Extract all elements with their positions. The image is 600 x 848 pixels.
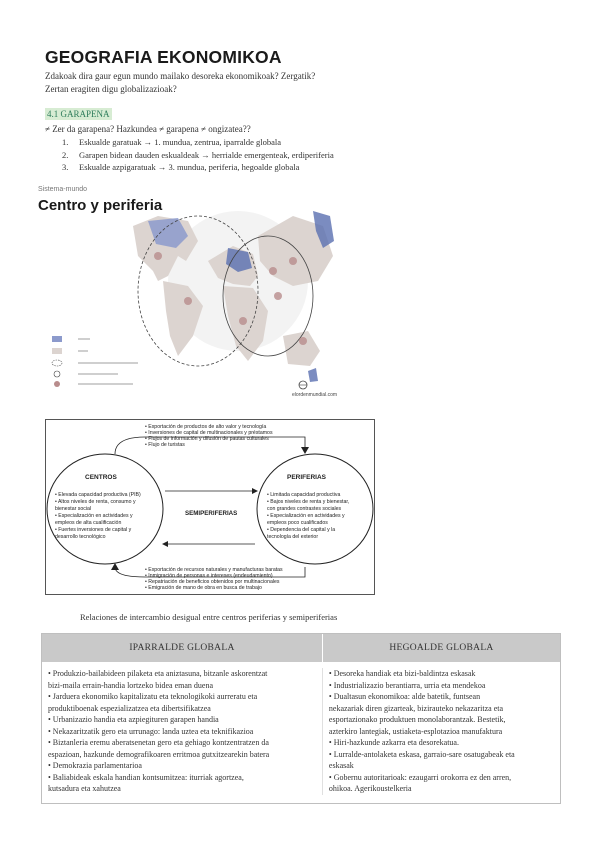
periferias-item: tecnología del exterior	[267, 534, 319, 540]
table-line: • Lurralde-antolaketa eskasa, garraio-sare osatugabeak eta	[328, 749, 515, 759]
centros-item: bienestar social	[55, 506, 92, 512]
periferias-title: PERIFERIAS	[287, 474, 327, 481]
table-line: azterkiro lantegiak, ustiaketa-esplotazioa manufaktura	[328, 726, 503, 736]
table-line: nekazariak diren gizarteak, bizirauteko nekazaritza eta	[328, 703, 504, 713]
table-line: ohikoa. Agerikoustelkeria	[328, 784, 412, 793]
table-line: eskasak	[328, 761, 354, 770]
header-hegoalde: HEGOALDE GLOBALA	[322, 634, 560, 662]
diagram-caption: Relaciones de intercambio desigual entre centros periferias y semiperiferias	[80, 612, 338, 622]
table-line: • Demokrazia parlamentarioa	[48, 761, 142, 770]
centros-item: • Elevada capacidad productiva (PIB)	[55, 492, 141, 498]
centros-item: • Fuertes inversiones de capital y	[55, 527, 132, 533]
column-hegoalde	[322, 668, 560, 795]
diagram-bottom-item: • Inmigración de personas e intereses (endeudamiento)	[145, 573, 273, 579]
table-line: • Nekazaritzatik gero eta urrunago: landa uztea eta teknifikazioa	[48, 726, 254, 736]
centros-item: • Especialización en actividades y	[55, 513, 133, 519]
table-line: • Baliabideak eskala handian kontsumitzea: iturriak agortzea,	[48, 772, 244, 782]
table-line: • Desoreka handiak eta bizi-baldintza eskasak	[328, 669, 476, 678]
periferias-item: • Bajos niveles de renta y bienestar,	[267, 499, 350, 505]
periferias-item: • Limitada capacidad productiva	[267, 492, 341, 498]
periferias-item: • Especialización en actividades y	[267, 513, 345, 519]
semi-title: SEMIPERIFERIAS	[185, 510, 238, 517]
section-heading: 4.1 GARAPENA	[47, 109, 110, 119]
section-question: ≠ Zer da garapena? Hazkundea ≠ garapena ≠ ongizatea??	[45, 124, 251, 134]
centros-item: empleos de alta cualificación	[55, 520, 122, 526]
diagram-top-item: • Inversiones de capital de multinacionales y préstamos	[145, 430, 273, 436]
diagram-top-item: • Flujo de turistas	[145, 442, 185, 448]
table-line: • Hiri-hazkunde azkarra eta desorekatua.	[328, 738, 459, 747]
centros-title: CENTROS	[85, 474, 117, 481]
diagram-bottom-item: • Repatriación de beneficios obtenidos por multinacionales	[145, 579, 280, 585]
map-credit: elordenmundial.com	[292, 392, 338, 398]
table-line: • Jarduera ekonomiko kapitalizatu eta teknologikoki aurreratu eta	[48, 692, 258, 701]
development-list	[62, 136, 334, 174]
map-subtitle: Sistema-mundo	[38, 186, 88, 193]
table-line: • Dualtasun ekonomikoa: alde batetik, funtsean	[328, 692, 481, 701]
column-iparralde	[42, 668, 322, 795]
table-line: • Gobernu autoritarioak: ezaugarri orokorra ez den arren,	[328, 772, 512, 782]
table-body	[42, 662, 560, 803]
diagram-bottom-item: • Emigración de mano de obra en busca de trabajo	[145, 585, 262, 591]
intro-line: Zertan eragiten digu globalizazioak?	[45, 83, 177, 94]
table-line: • Biztanleria eremu aberatsenetan gero eta gehiago kontzentratzen da	[48, 738, 269, 747]
table-line: produktiboenak espezializatzea eta dibertsifikatzea	[48, 703, 211, 713]
centros-item: • Altos niveles de renta, consumo y	[55, 499, 136, 505]
table-line: • Urbanizazio handia eta azpiegituren garapen handia	[48, 715, 219, 724]
periferias-item: con grandes contrastes sociales	[267, 506, 342, 512]
intro-line: Zdakoak dira gaur egun mundo mailako desoreka ekonomikoak? Zergatik?	[45, 71, 316, 81]
table-header	[42, 634, 560, 662]
header-iparralde: IPARRALDE GLOBALA	[129, 643, 235, 653]
list-item: 1. Eskualde garatuak → 1. mundua, zentrua, iparralde globala	[62, 137, 282, 147]
periferias-item: • Dependencia del capital y la	[267, 527, 336, 533]
world-system-map	[38, 186, 338, 406]
table-line: kutsadura eta xahutzea	[48, 784, 121, 793]
table-line: • Produkzio-bailabideen pilaketa eta aniztasuna, bitzanle askorentzat	[48, 669, 268, 678]
map-title: Centro y periferia	[38, 197, 163, 214]
table-line: esportazionako produktuen monolaborantzak. Bestetik,	[328, 715, 506, 724]
diagram-bottom-item: • Exportación de recursos naturales y manufacturas baratas	[145, 567, 283, 573]
exchange-diagram	[45, 419, 375, 595]
list-item: 3. Eskualde azpigaratuak → 3. mundua, periferia, hegoalde globala	[62, 162, 300, 172]
page-title: GEOGRAFIA EKONOMIKOA	[45, 47, 282, 67]
centros-item: desarrollo tecnológico	[55, 534, 106, 540]
diagram-top-item: • Exportación de productos de alto valor y tecnología	[145, 424, 267, 430]
intro-questions	[45, 70, 315, 95]
comparison-table	[41, 633, 561, 804]
diagram-top-item: • Flujos de información y difusión de pautas culturales	[145, 436, 269, 442]
periferias-item: empleos poco cualificados	[267, 520, 328, 526]
table-line: espazioan, hazkunde demografikoaren erritmoa gutxitzearekin batera	[48, 749, 270, 759]
table-line: • Industrializazio berantiarra, urria eta mendekoa	[328, 680, 486, 690]
list-item: 2. Garapen bidean dauden eskualdeak → herrialde emergenteak, erdiperiferia	[62, 149, 334, 160]
table-line: bizi-maila errain-handia lortzeko bidea eman duena	[48, 680, 214, 690]
